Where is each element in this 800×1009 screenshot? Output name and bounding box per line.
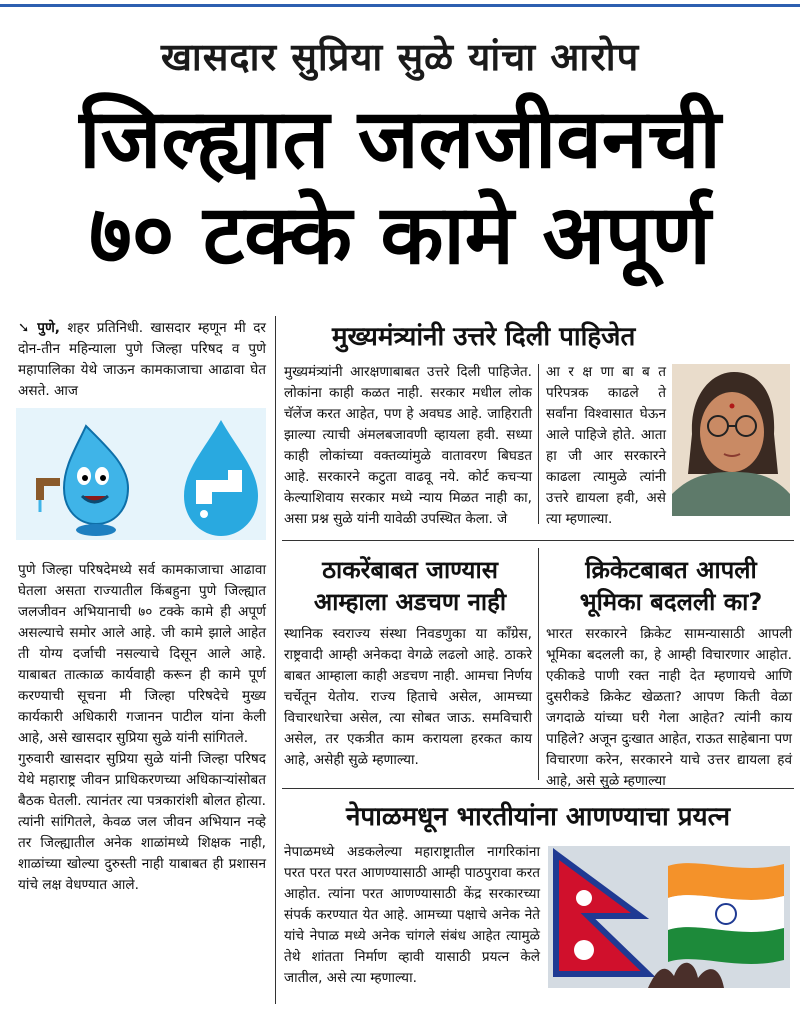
section-heading-cm: मुख्यमंत्र्यांनी उत्तरे दिली पाहिजेत	[332, 322, 636, 352]
section-heading-cricket	[548, 554, 794, 618]
headline-line-1: जिल्ह्यात जलजीवनची	[79, 92, 721, 187]
section-divider	[282, 540, 794, 541]
intro-text: शहर प्रतिनिधी. खासदार म्हणून मी दर दोन-तीन महिन्याला पुणे जिल्हा परिषद व पुणे महापालिका येथे जाऊन कामकाजाचा आढावा घेत असते. आज	[18, 320, 266, 399]
cricket-heading-line1: क्रिकेटबाबत आपली	[585, 556, 757, 584]
headline-line-2: ७० टक्के कामे अपूर्ण	[89, 188, 711, 283]
section-heading-nepal: नेपाळमधून भारतीयांना आणण्याचा प्रयत्न	[345, 802, 731, 832]
left-paragraph-2: गुरुवारी खासदार सुप्रिया सुळे यांनी जिल्हा परिषद येथे महाराष्ट्र जीवन प्राधिकरणच्या अधिकाऱ्यांसोबत बैठक घेतली. त्यानंतर त्या पत्रकारांशी बोलत होत्या. त्यांनी सांगितले, केवळ जल जीवन अभियान नव्हे तर जिल्ह्यातील अनेक शाळांमध्ये शिक्षक नाही, शाळांच्या खोल्या दुरुस्ती नाही याबाबत ही प्रशासन यांचे लक्ष वेधण्यात आले.	[18, 751, 266, 893]
dateline: पुणे,	[37, 320, 60, 336]
top-rule	[0, 4, 800, 7]
left-paragraph-1: पुणे जिल्हा परिषदेमध्ये सर्व कामकाजाचा आढावा घेतला असता राज्यातील किंबहुना पुणे जिल्ह्यात जलजीवन अभियानाची ७० टक्के कामे ही अपूर्ण असल्याचे समोर आले आहे. जी कामे झाले आहेत ती योग्य दर्जाची नसल्याचे दिसून आले आहे. याबाबत तात्काळ कार्यवाही करून ही कामे पूर्ण करण्याची सूचना मी जिल्हा परिषदेचे मुख्य कार्यकारी अधिकारी गजानन पाटील यांना केली आहे, असे खासदार सुप्रिया सुळे यांनी सांगितले.	[18, 562, 266, 746]
left-column-body	[18, 560, 266, 1004]
flags-photo	[548, 846, 790, 988]
dateline-arrow: ➘	[18, 320, 38, 336]
main-headline	[0, 92, 800, 284]
portrait-photo	[672, 364, 790, 516]
column-divider	[538, 548, 539, 780]
intro-paragraph	[18, 318, 266, 402]
section-divider	[282, 788, 794, 789]
cm-text-col2: आ र क्ष णा बा ब त परिपत्रक काढले ते सर्वांना विश्वासात घेऊन आले पाहिजे होते. आता हा जी आर सरकारने काढला त्यामुळे त्यांनी उत्तरे द्यायला हवी, असे त्या म्हणाल्या.	[546, 364, 666, 527]
cm-text-col1: मुख्यमंत्र्यांनी आरक्षणाबाबत उत्तरे दिली पाहिजेत. लोकांना काही कळत नाही. सरकार मधील लोक चॅलेंज करत आहेत, पण हे अवघड आहे. जाहिराती झाल्या त्याची अंमलबजावणी व्हायला हवी. सध्या काही लोकांच्या वक्तव्यांमुळे वातावरण बिघडत आहे. सरकारने कटुता वाढवू नये. कोर्ट कचऱ्या केल्याशिवाय सरकार मध्ये न्याय मिळत नाही का, असा प्रश्न सुळे यांनी यावेळी उपस्थित केला. जे	[284, 364, 532, 527]
thackeray-heading-line2: आम्हाला अडचण नाही	[313, 588, 507, 616]
column-divider	[275, 316, 276, 1004]
section-heading-thackeray	[286, 554, 534, 618]
column-divider	[538, 364, 539, 524]
water-illustration	[16, 408, 266, 540]
cricket-text: भारत सरकारने क्रिकेट सामन्यासाठी आपली भूमिका बदलली का, हे आम्ही विचारणार आहोत. एकीकडे पाणी रक्त नाही देत म्हणायचे आणि दुसरीकडे क्रिकेट खेळता? आपण किती वेळा जगदाळे यांच्या घरी गेला आहेत? त्यांनी काय पाहिले? अजून दुःखात आहेत, राऊत साहेबाना पण विचारणा करेन, सरकारने याचे उत्तर द्यायला हवं आहे, असे सुळे म्हणाल्या	[546, 626, 792, 789]
cricket-heading-line2: भूमिका बदलली का?	[579, 588, 763, 616]
kicker-heading: खासदार सुप्रिया सुळे यांचा आरोप	[160, 35, 640, 79]
nepal-text: नेपाळमध्ये अडकलेल्या महाराष्ट्रातील नागरिकांना परत परत परत आणण्यासाठी आम्ही पाठपुरावा करत आहोत. त्यांना परत आणण्यासाठी केंद्र सरकारच्या संपर्क करण्यात येत आहे. आमच्या पक्षाचे अनेक नेते यांचे नेपाळ मध्ये अनेक चांगले संबंध आहेत त्यामुळे तेथे शांतता निर्माण व्हावी यासाठी प्रयत्न केले जातील, असे त्या म्हणाल्या.	[284, 844, 540, 986]
thackeray-heading-line1: ठाकरेंबाबत जाण्यास	[322, 556, 498, 584]
thackeray-text: स्थानिक स्वराज्य संस्था निवडणुका या काँग्रेस, राष्ट्रवादी आम्ही अनेकदा वेगळे लढलो आहे. ठाकरे बाबत आम्हाला काही अडचण नाही. आमचा निर्णय चर्चेतून येतोय. राज्य हिताचे असेल, आमच्या विचारधारेचा असेल, त्या सोबत जाऊ. समविचारी असेल, तर एकत्रीत काम करायला हरकत काय आहे, असेही सुळे म्हणाल्या.	[284, 626, 532, 768]
